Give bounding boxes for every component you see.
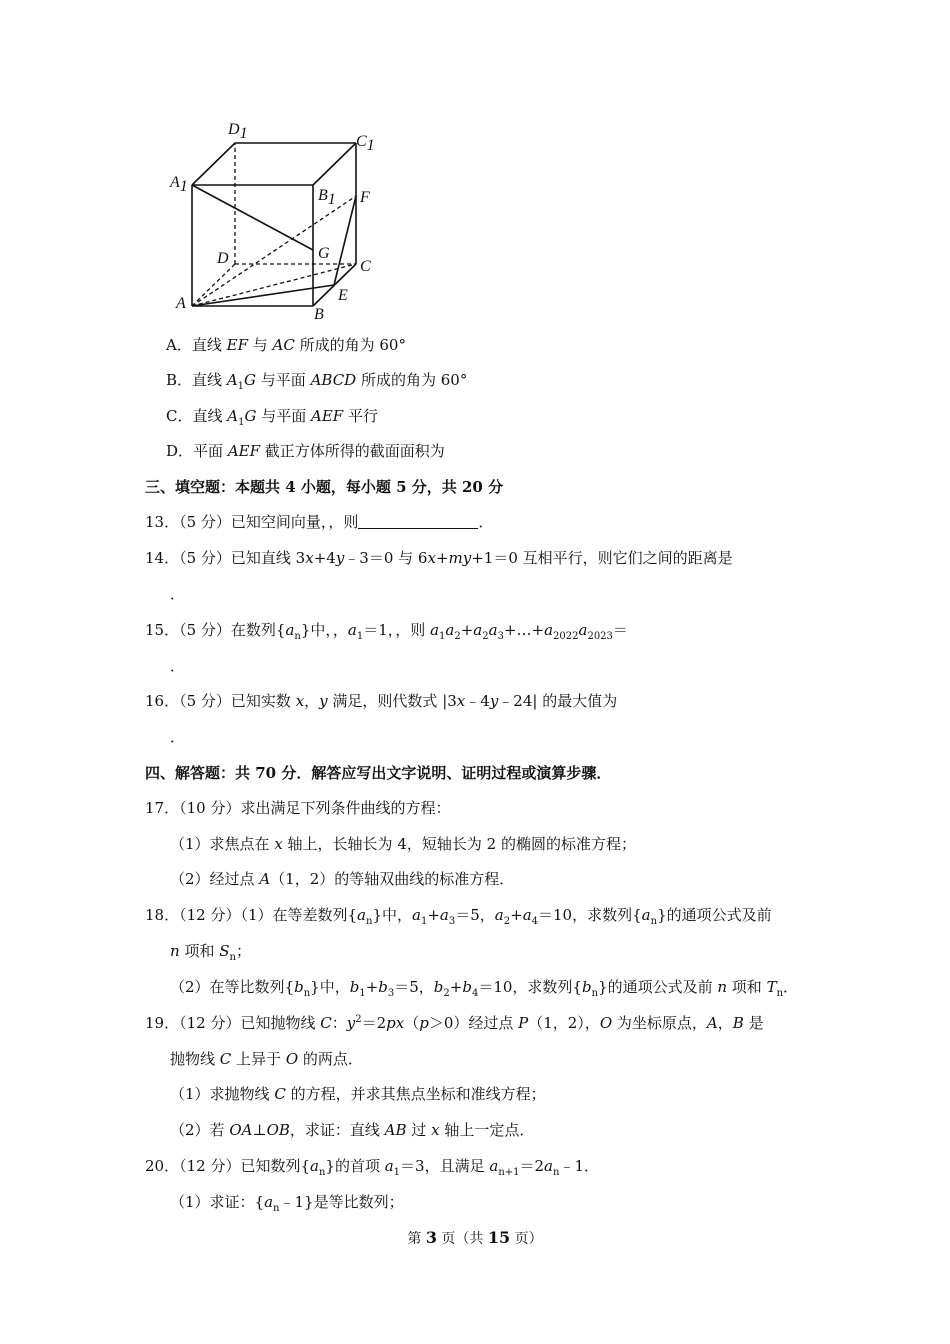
edge-b1-c1 [313,143,356,185]
cube-figure [0,0,950,330]
question-17: 17．（10 分）求出满足下列条件曲线的方程： [145,799,451,817]
label-c1: C1 [356,133,375,154]
option-a: A．直线 EF 与 AC 所成的角为 60° [166,336,406,354]
section-3-title: 三、填空题：本题共 4 小题，每小题 5 分，共 20 分 [145,478,504,496]
question-15: 15．（5 分）在数列$\{a_n\}$中，，$a_1=1$，，则 $a_1a_2+a_2a_3+\dots+a_{2022}a_{2023}=$ [145,621,628,642]
label-c: C [360,258,371,275]
question-13: 13．（5 分）已知空间向量，，则 ． [145,513,494,531]
edge-a1-d1 [192,143,235,185]
question-14: 14．（5 分）已知直线 3x+4y﹣3＝0 与 6x+my+1＝0 互相平行，则它们之间的距离是 [145,549,733,567]
question-20-part-1: （1）求证：$\{a_n﹣1\}$是等比数列； [170,1193,404,1214]
question-18: 18．（12 分）（1）在等差数列$\{a_n\}$中，$a_1+a_3=5$，$a_2+a_4=10$，求数列$\{a_n\}$的通项公式及前 [145,906,772,927]
label-b: B [314,306,324,323]
option-d: D．平面 AEF 截正方体所得的截面面积为 [166,442,445,460]
label-a: A [176,295,186,312]
question-18-line-2: n 项和 $S_n$； [170,942,251,963]
question-19-part-2: （2）若 OA⊥OB，求证：直线 AB 过 x 轴上一定点． [170,1121,535,1139]
hidden-edge-a-d [192,264,235,306]
option-c: C．直线 $A_1G$ 与平面 AEF 平行 [166,407,378,428]
option-b: B．直线 $A_1G$ 与平面 ABCD 所成的角为 60° [166,371,468,392]
label-d1: D1 [228,121,248,142]
question-14-continuation: ． [170,585,186,603]
question-17-part-2: （2）经过点 A（1，2）的等轴双曲线的标准方程． [170,870,515,888]
page-number: 3 [425,1228,437,1247]
label-g: G [318,245,330,262]
answer-blank[interactable] [358,514,478,529]
question-16-continuation: ． [170,728,186,746]
label-d: D [217,250,229,267]
label-f: F [360,189,370,206]
segment-e-f [334,196,356,285]
question-19: 19．（12 分）已知抛物线 C：$y^2=2px(p>0)$经过点 P（1，2），O 为坐标原点，A，B 是 [145,1014,764,1032]
question-18-part-2: （2）在等比数列$\{b_n\}$中，$b_1+b_3=5$，$b_2+b_4=10$，求数列$\{b_n\}$的通项公式及前 n 项和 $T_n$． [170,978,799,999]
question-20: 20．（12 分）已知数列$\{a_n\}$的首项 $a_1=3$，且满足 $a_{n+1}=2a_n﹣1$． [145,1157,599,1178]
page-total: 15 [487,1228,511,1247]
section-4-title: 四、解答题：共 70 分．解答应写出文字说明、证明过程或演算步骤． [145,764,612,782]
question-19-line-2: 抛物线 C 上异于 O 的两点． [170,1050,363,1068]
question-19-part-1: （1）求抛物线 C 的方程，并求其焦点坐标和准线方程； [170,1085,546,1103]
segment-a1-g [192,185,313,250]
label-a1: A1 [170,174,188,195]
label-e: E [338,287,348,304]
label-b1: B1 [318,187,336,208]
question-17-part-1: （1）求焦点在 x 轴上，长轴长为 4，短轴长为 2 的椭圆的标准方程； [170,835,636,853]
question-15-continuation: ． [170,657,186,675]
page-footer: 第 3 页（共 15 页） [407,1228,543,1247]
question-16: 16．（5 分）已知实数 x，y 满足，则代数式 |3x﹣4y﹣24| 的最大值为 [145,692,618,710]
